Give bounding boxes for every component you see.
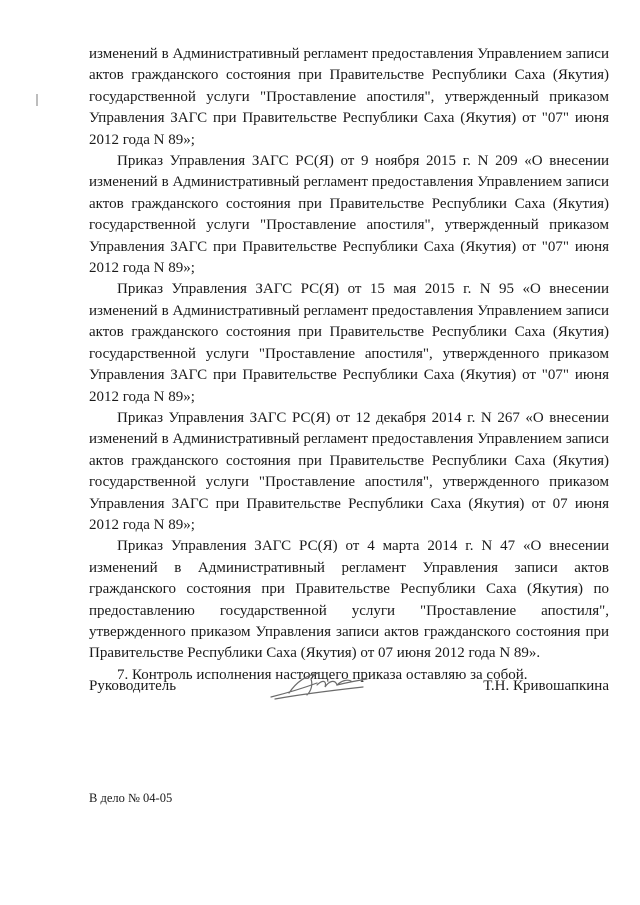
handwritten-signature bbox=[267, 669, 387, 703]
document-body bbox=[89, 44, 609, 686]
signer-title: Руководитель bbox=[89, 678, 177, 694]
paragraph-order-2015-05: Приказ Управления ЗАГС РС(Я) от 15 мая 2015 г. N 95 «О внесении изменений в Административный регламент предоставления Управлением записи актов гражданского состояния при Правительстве Республики Саха (Якутия) государственной услуги "Проставление апостиля", утвержденного приказом Управления ЗАГС при Правительстве Республики Саха (Якутия) от "07" июня 2012 года N 89»; bbox=[89, 281, 609, 405]
scan-speck bbox=[36, 94, 38, 106]
paragraph-order-2014-03: Приказ Управления ЗАГС РС(Я) от 4 марта 2014 г. N 47 «О внесении изменений в Административный регламент Управления записи актов гражданского состояния при Правительстве Республики Саха (Якутия) по предоставлению государственной услуги "Проставление апостиля", утвержденного приказом Управления записи актов гражданского состояния при Правительстве Республики Саха (Якутия) от 07 июня 2012 года N 89». bbox=[89, 538, 609, 662]
archive-note: В дело № 04-05 bbox=[89, 791, 173, 805]
signer-name: Т.Н. Кривошапкина bbox=[483, 678, 609, 694]
signature-block bbox=[89, 675, 609, 705]
paragraph-order-2015-11: Приказ Управления ЗАГС РС(Я) от 9 ноября 2015 г. N 209 «О внесении изменений в Административный регламент предоставления Управлением записи актов гражданского состояния при Правительстве Республики Саха (Якутия) государственной услуги "Проставление апостиля", утвержденный приказом Управления ЗАГС при Правительстве Республики Саха (Якутия) от "07" июня 2012 года N 89»; bbox=[89, 153, 609, 277]
paragraph-order-2014-12: Приказ Управления ЗАГС РС(Я) от 12 декабря 2014 г. N 267 «О внесении изменений в Административный регламент предоставления Управлением записи актов гражданского состояния при Правительстве Республики Саха (Якутия) государственной услуги "Проставление апостиля", утвержденного приказом Управления ЗАГС при Правительстве Республики Саха (Якутия) от 07 июня 2012 года N 89»; bbox=[89, 409, 609, 533]
paragraph-continuation: изменений в Административный регламент предоставления Управлением записи актов гражданского состояния при Правительстве Республики Саха (Якутия) государственной услуги "Проставление апостиля", утвержденный приказом Управления ЗАГС при Правительстве Республики Саха (Якутия) от "07" июня 2012 года N 89»; bbox=[89, 46, 609, 148]
paragraph-item-7: 7. Контроль исполнения настоящего приказа оставляю за собой. bbox=[117, 666, 528, 683]
